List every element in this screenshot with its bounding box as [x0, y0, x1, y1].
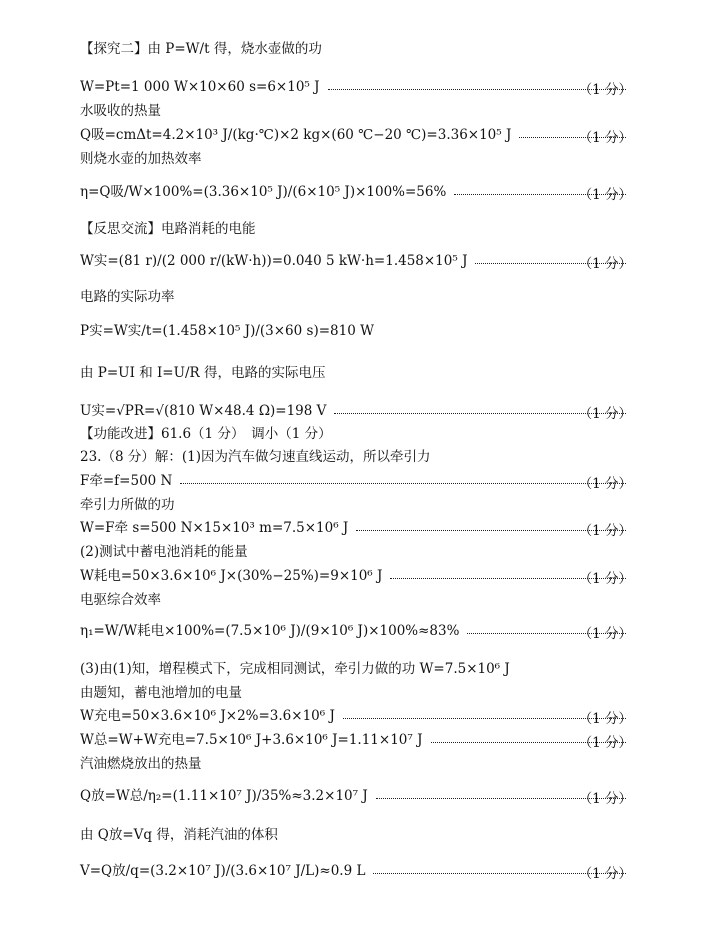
line-19 [80, 567, 632, 585]
line-22 [80, 660, 632, 678]
line-11-text: 由 P=UI 和 I=U/R 得，电路的实际电压 [80, 365, 326, 381]
line-19-text: W耗电=50×3.6×10⁶ J×(30%−25%)=9×10⁶ J [80, 568, 383, 584]
line-29 [80, 862, 632, 880]
line-2-text: W=Pt=1 000 W×10×60 s=6×10⁵ J [80, 79, 320, 95]
line-12 [80, 402, 632, 420]
line-28-text: 由 Q放=Vq 得，消耗汽油的体积 [80, 827, 278, 843]
score-mark: （1 分） [578, 187, 632, 203]
line-8-text: W实=(81 r)/(2 000 r/(kW·h))=0.040 5 kW·h=1.458×10⁵ J [80, 253, 468, 269]
line-18 [80, 543, 632, 561]
line-21-text: η₁=W/W耗电×100%=(7.5×10⁶ J)/(9×10⁶ J)×100%≈83% [80, 623, 460, 639]
line-16-text: 牵引力所做的功 [80, 497, 175, 513]
line-12-text: U实=√PR=√(810 W×48.4 Ω)=198 V [80, 403, 327, 419]
line-26-text: 汽油燃烧放出的热量 [80, 756, 202, 772]
line-27 [80, 787, 632, 805]
line-29-text: V=Q放/q=(3.2×10⁷ J)/(3.6×10⁷ J/L)≈0.9 L [80, 863, 366, 879]
line-9-text: 电路的实际功率 [80, 289, 175, 305]
score-mark: （1 分） [578, 256, 632, 272]
line-2 [80, 78, 632, 96]
line-16 [80, 496, 632, 514]
leader-dots [180, 483, 626, 484]
line-14 [80, 448, 632, 466]
line-23 [80, 684, 632, 702]
line-5-text: 则烧水壶的加热效率 [80, 151, 202, 167]
line-11 [80, 364, 632, 382]
score-mark: （1 分） [578, 866, 632, 882]
score-mark: （1 分） [578, 791, 632, 807]
line-25 [80, 731, 632, 749]
score-mark: （1 分） [578, 711, 632, 727]
line-9 [80, 288, 632, 306]
score-mark: （1 分） [578, 735, 632, 751]
line-6-text: η=Q吸/W×100%=(3.36×10⁵ J)/(6×10⁵ J)×100%=56% [80, 184, 447, 200]
line-20 [80, 591, 632, 609]
line-18-text: (2)测试中蓄电池消耗的能量 [80, 544, 248, 560]
score-mark: （1 分） [578, 626, 632, 642]
line-15 [80, 472, 632, 490]
line-25-text: W总=W+W充电=7.5×10⁶ J+3.6×10⁶ J=1.11×10⁷ J [80, 732, 423, 748]
line-14-text: 23.（8 分）解：(1)因为汽车做匀速直线运动，所以牵引力 [80, 449, 431, 465]
line-15-text: F牵=f=500 N [80, 473, 173, 489]
line-3 [80, 102, 632, 120]
line-5 [80, 150, 632, 168]
line-13-text: 【功能改进】61.6（1 分） 调小（1 分） [80, 426, 332, 442]
line-17 [80, 519, 632, 537]
line-4-text: Q吸=cmΔt=4.2×10³ J/(kg·℃)×2 kg×(60 ℃−20 ℃)=3.36×10⁵ J [80, 127, 512, 143]
line-21 [80, 622, 632, 640]
line-24-text: W充电=50×3.6×10⁶ J×2%=3.6×10⁶ J [80, 708, 335, 724]
line-10 [80, 322, 632, 340]
line-23-text: 由题知，蓄电池增加的电量 [80, 685, 242, 701]
score-mark: （1 分） [578, 130, 632, 146]
line-22-text: (3)由(1)知，增程模式下，完成相同测试，牵引力做的功 W=7.5×10⁶ J [80, 661, 510, 677]
line-8 [80, 252, 632, 270]
line-13 [80, 425, 632, 443]
line-6 [80, 183, 632, 201]
score-mark: （1 分） [578, 571, 632, 587]
line-4 [80, 126, 632, 144]
line-10-text: P实=W实/t=(1.458×10⁵ J)/(3×60 s)=810 W [80, 323, 374, 339]
line-17-text: W=F牵 s=500 N×15×10³ m=7.5×10⁶ J [80, 520, 349, 536]
line-3-text: 水吸收的热量 [80, 103, 161, 119]
line-1-text: 【探究二】由 P=W/t 得，烧水壶做的功 [80, 41, 322, 57]
line-24 [80, 707, 632, 725]
line-27-text: Q放=W总/η₂=(1.11×10⁷ J)/35%≈3.2×10⁷ J [80, 788, 368, 804]
score-mark: （1 分） [578, 82, 632, 98]
line-7 [80, 220, 632, 238]
score-mark: （1 分） [578, 523, 632, 539]
score-mark: （1 分） [578, 476, 632, 492]
line-7-text: 【反思交流】电路消耗的电能 [80, 221, 256, 237]
line-28 [80, 826, 632, 844]
score-mark: （1 分） [578, 406, 632, 422]
line-20-text: 电驱综合效率 [80, 592, 161, 608]
line-26 [80, 755, 632, 773]
line-1 [80, 40, 632, 58]
